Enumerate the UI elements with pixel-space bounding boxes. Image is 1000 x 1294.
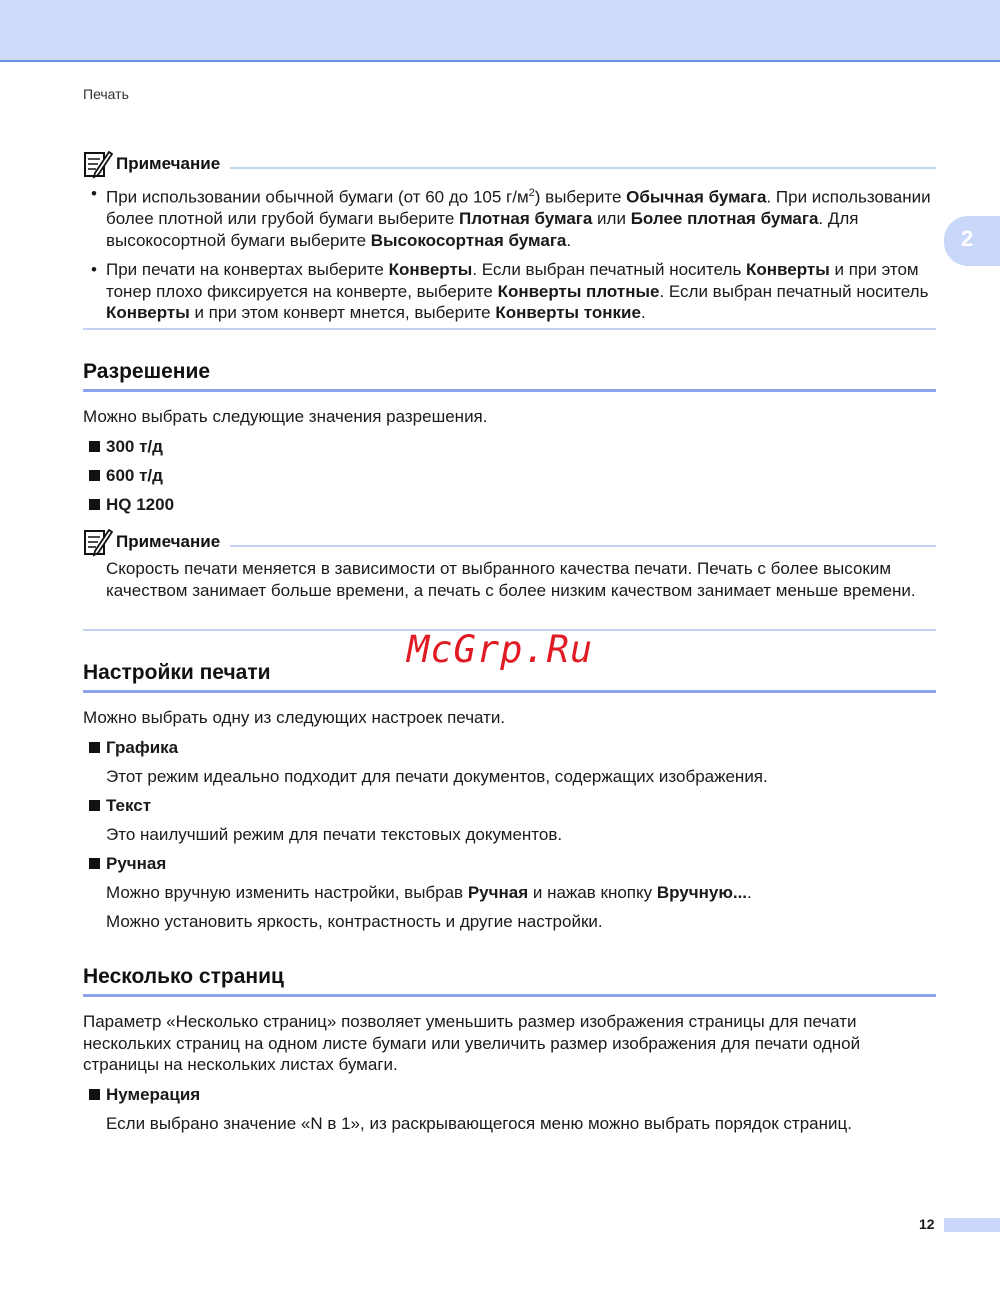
section-print-settings <box>83 658 936 932</box>
setting-description: Этот режим идеально подходит для печати документов, содержащих изображения. <box>106 766 768 786</box>
section-heading: Несколько страниц <box>83 965 284 988</box>
chapter-number: 2 <box>961 226 974 251</box>
note-header <box>83 148 936 180</box>
note-text: Скорость печати меняется в зависимости от выбранного качества печати. Печать с более высоким качеством занимает больше времени, а печать с более низким качеством занимает меньше времени. <box>106 559 916 600</box>
section-multiple-pages <box>83 962 936 1134</box>
watermark: McGrp.Ru <box>407 628 594 671</box>
note-header <box>83 526 936 558</box>
note-rule <box>230 545 936 547</box>
note-pencil-icon <box>83 149 113 179</box>
section-heading: Настройки печати <box>83 661 271 684</box>
heading-rule <box>83 994 936 997</box>
heading-rule <box>83 389 936 392</box>
setting-description: Можно вручную изменить настройки, выбрав Ручная и нажав кнопку Вручную.... <box>106 882 752 902</box>
note-box-2 <box>83 526 936 601</box>
setting-manual: Ручная <box>83 853 936 874</box>
note-title: Примечание <box>116 154 221 173</box>
bullet-dot: • <box>91 184 97 203</box>
bullet-dot: • <box>91 260 97 280</box>
option-description: Если выбрано значение «N в 1», из раскрывающегося меню можно выбрать порядок страниц. <box>106 1113 852 1133</box>
note-bullet-text: При печати на конвертах выберите Конверты. Если выбран печатный носитель Конверты и при этом тонер плохо фиксируется на конверте, выберите Конверты плотные. Если выбран печатный носитель Конверты и при этом конверт мнется, выберите Конверты тонкие. <box>106 260 929 323</box>
note-box-1 <box>83 148 936 324</box>
section-heading: Разрешение <box>83 360 211 383</box>
section-intro: Можно выбрать следующие значения разрешения. <box>83 407 488 426</box>
note-title: Примечание <box>116 532 221 551</box>
running-head: Печать <box>83 86 129 102</box>
section-intro: Можно выбрать одну из следующих настроек печати. <box>83 708 506 727</box>
resolution-option: 300 т/д <box>83 436 936 457</box>
note-pencil-icon <box>83 527 113 557</box>
setting-description: Это наилучший режим для печати текстовых документов. <box>106 824 563 844</box>
section-intro: Параметр «Несколько страниц» позволяет уменьшить размер изображения страницы для печати нескольких страниц на одном листе бумаги или увеличить размер изображения для печати одной страницы на нескольких листах бумаги. <box>83 1012 861 1074</box>
section-resolution <box>83 357 936 515</box>
note-bullet-text: При использовании обычной бумаги (от 60 до 105 $г/м^2$) выберите Обычная бумага. При использовании более плотной или грубой бумаги выберите Плотная бумага или Более плотная бумага. Для высокосортной бумаги выберите Высокосортная бумага. <box>106 187 931 250</box>
page-number: 12 <box>919 1216 935 1232</box>
setting-graphics: Графика <box>83 737 936 758</box>
note-bullet-2 <box>83 259 936 324</box>
setting-text: Текст <box>83 795 936 816</box>
note-rule <box>230 167 936 169</box>
resolution-option: 600 т/д <box>83 465 936 486</box>
setting-description: Можно установить яркость, контрастность и другие настройки. <box>106 911 603 931</box>
note-bullet-1 <box>83 183 936 251</box>
heading-rule <box>83 690 936 693</box>
chapter-tab <box>944 216 1000 266</box>
top-header-band <box>0 0 1000 62</box>
page-number-bar <box>944 1218 1000 1232</box>
note-end-rule <box>83 328 936 330</box>
option-numbering: Нумерация <box>83 1084 936 1105</box>
resolution-option: HQ 1200 <box>83 494 936 515</box>
